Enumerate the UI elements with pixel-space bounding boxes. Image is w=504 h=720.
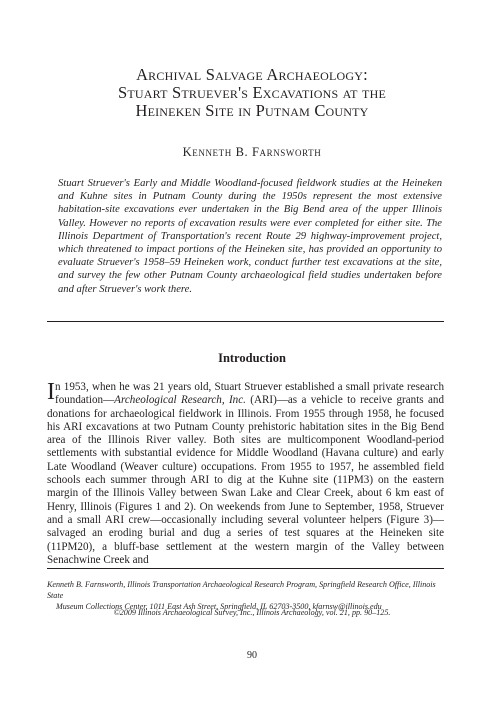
title-line-2: Stuart Struever's Excavations at the — [118, 83, 386, 102]
drop-cap: I — [47, 379, 55, 405]
article-title — [40, 66, 464, 120]
affiliation-line-2: Museum Collections Center, 1011 East Ash Street, Springfield, IL 62703-3500, kfarnsw@illinois.edu — [56, 601, 382, 611]
copyright-notice: ©2009 Illinois Archaeological Survey, Inc., Illinois Archaeology, vol. 21, pp. 90–125. — [113, 608, 391, 617]
title-line-1: Archival Salvage Archaeology: — [136, 65, 368, 84]
affiliation-line-1: Kenneth B. Farnsworth, Illinois Transportation Archaeological Research Program, Springfield Research Office, Illinois State — [47, 580, 436, 600]
section-heading-introduction: Introduction — [218, 351, 286, 365]
introduction-paragraph — [47, 381, 444, 567]
intro-text-part-2: (ARI)—as a vehicle to receive grants and donations for archaeological fieldwork in Illinois. From 1955 through 1958, he focused his ARI excavations at two Putnam County prehistoric habitation sites in the Big Bend area of the Illinois River valley. Both sites are multicomponent Woodland-period settlements with substantial evidence for Middle Woodland (Havana culture) and early Late Woodland (Weaver culture) occupations. From 1955 to 1957, he assembled field schools each summer through ARI to dig at the Kuhne site (11PM3) on the eastern margin of the Illinois Valley between Swan Lake and Clear Creek, about 6 km east of Henry, Illinois (Figures 1 and 2). On weekends from June to September, 1958, Struever and a small ARI crew—occasionally including several volunteer helpers (Figure 3)—salvaged an eroding burial and dug a series of test squares at the Heineken site (11PM20), a bluff-base settlement at the western margin of the Valley between Senachwine Creek and — [47, 394, 444, 566]
author-name: Kenneth B. Farnsworth — [182, 145, 322, 159]
intro-text-part-1: n 1953, when he was 21 years old, Stuart Struever established a small private research foundation— — [55, 381, 444, 407]
abstract: Stuart Struever's Early and Middle Woodland-focused fieldwork studies at the Heineken and Kuhne sites in Putnam County during the 1950s represent the most extensive habitation-site excavations ever undertaken in the Big Bend area of the upper Illinois Valley. However no reports of excavation results were ever completed for either site. The Illinois Department of Transportation's recent Route 29 highway-improvement project, which threatened to impact portions of the Heineken site, has provided an opportunity to evaluate Struever's 1958–59 Heineken work, conduct further test excavations at the site, and survey the few other Putnam County archaeological field studies undertaken before and after Struever's work there. — [58, 178, 442, 295]
title-line-3: Heineken Site in Putnam County — [135, 101, 369, 120]
footer-divider — [47, 568, 444, 569]
foundation-name: Archeological Research, Inc. — [114, 394, 246, 407]
page-number: 90 — [247, 650, 257, 661]
abstract-divider — [47, 321, 444, 322]
